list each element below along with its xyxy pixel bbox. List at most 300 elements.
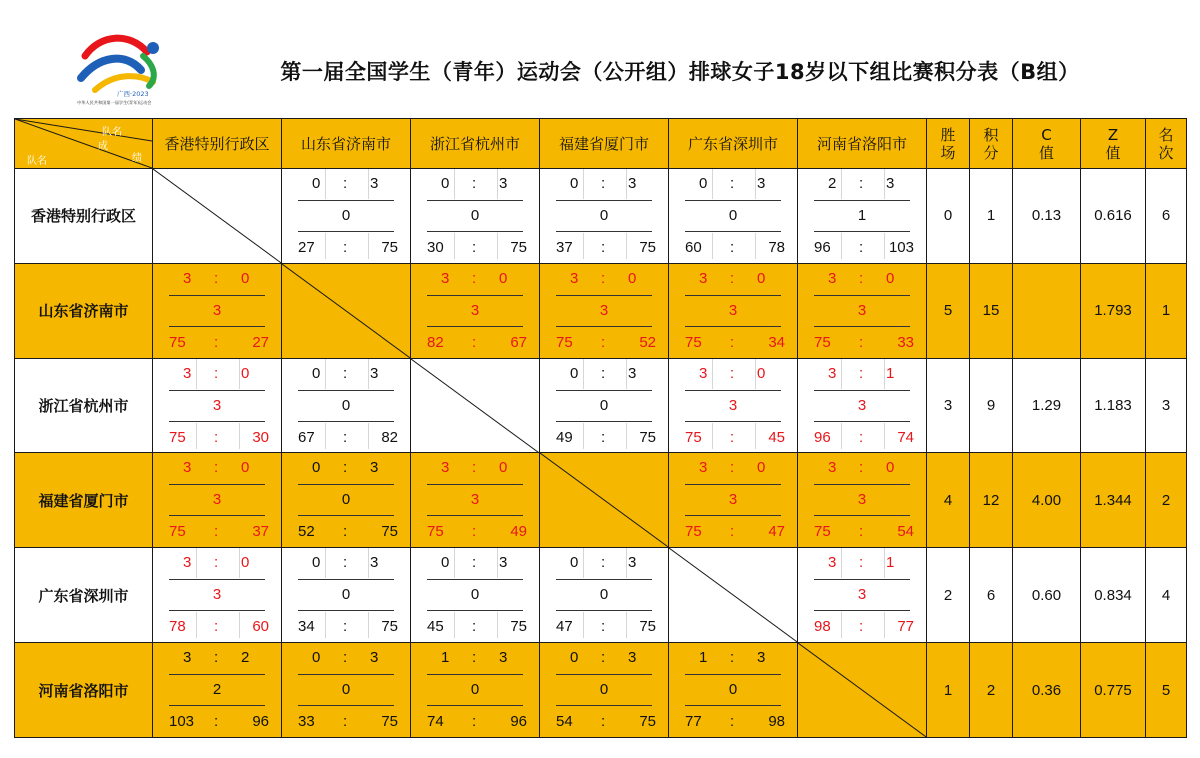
cell-rule	[427, 515, 523, 516]
page-title: 第一届全国学生（青年）运动会（公开组）排球女子18岁以下组比赛积分表（B组）	[280, 60, 1080, 84]
cell-rule	[169, 674, 265, 675]
stat-header-bottom: 分	[983, 143, 999, 162]
cell-divider	[841, 359, 842, 389]
rally-separator: :	[601, 239, 606, 256]
cell-divider	[841, 233, 842, 259]
rally-points-for: 47	[556, 618, 573, 636]
match-result	[282, 548, 410, 642]
cell-rule	[685, 390, 781, 391]
sets-won: 0	[570, 554, 579, 572]
rally-points-for: 75	[169, 333, 186, 351]
match-result	[798, 453, 926, 547]
match-result-cell	[798, 453, 927, 548]
rally-points-for: 37	[556, 239, 573, 256]
sets-lost: 0	[628, 269, 637, 287]
cell-rule	[169, 295, 265, 296]
diagonal-slash	[798, 643, 926, 737]
sets-won: 0	[699, 175, 708, 192]
cell-rule	[427, 705, 523, 706]
self-match-cell	[153, 169, 282, 264]
sets-won: 3	[828, 269, 837, 287]
cell-rule	[685, 231, 781, 232]
stat-z: 0.834	[1081, 548, 1146, 643]
rally-points-against: 98	[768, 713, 785, 731]
rally-points-against: 77	[897, 618, 914, 636]
header-row	[15, 119, 1187, 169]
sets-lost: 0	[241, 269, 250, 287]
cell-rule	[298, 200, 394, 201]
sets-separator: :	[730, 459, 735, 477]
cell-rule	[814, 295, 910, 296]
sets-won: 3	[699, 364, 708, 382]
column-header-team: 河南省洛阳市	[798, 119, 927, 169]
sets-separator: :	[859, 459, 864, 477]
diagonal-slash	[540, 453, 668, 547]
cell-rule	[298, 421, 394, 422]
rally-separator: :	[601, 618, 606, 636]
sets-won: 3	[183, 554, 192, 572]
cell-divider	[712, 359, 713, 389]
rally-points-against: 75	[510, 618, 527, 636]
match-points: 3	[212, 301, 222, 319]
stat-header-top: C	[1041, 125, 1052, 144]
rally-points-against: 75	[639, 618, 656, 636]
cell-divider	[755, 359, 756, 389]
rally-points-against: 75	[639, 713, 656, 731]
cell-rule	[685, 421, 781, 422]
cell-divider	[497, 612, 498, 638]
match-result-cell	[669, 358, 798, 453]
rally-separator: :	[214, 333, 219, 351]
sets-lost: 0	[241, 554, 250, 572]
stat-header-bottom: 次	[1158, 143, 1174, 162]
rally-points-against: 78	[768, 239, 785, 256]
sets-lost: 3	[757, 175, 766, 192]
stat-z: 0.775	[1081, 643, 1146, 738]
match-result	[540, 548, 668, 642]
cell-divider	[368, 548, 369, 578]
row-team-name: 香港特别行政区	[15, 169, 153, 264]
rally-points-against: 103	[888, 239, 914, 256]
table-row	[15, 358, 1187, 453]
sets-lost: 0	[886, 459, 895, 477]
cell-rule	[169, 610, 265, 611]
match-result	[669, 264, 797, 358]
row-team-name: 福建省厦门市	[15, 453, 153, 548]
match-result-cell	[798, 548, 927, 643]
rally-points-for: 78	[169, 618, 186, 636]
cell-divider	[325, 612, 326, 638]
match-points: 0	[599, 586, 609, 604]
rally-points-for: 49	[556, 428, 573, 446]
column-header-stat	[1013, 119, 1081, 169]
match-points: 1	[857, 207, 867, 224]
sets-won: 0	[570, 649, 579, 667]
stat-rank: 2	[1146, 453, 1187, 548]
rally-points-for: 75	[685, 428, 702, 446]
cell-rule	[427, 231, 523, 232]
match-points: 0	[728, 207, 738, 224]
sets-separator: :	[730, 364, 735, 382]
sets-won: 0	[312, 459, 321, 477]
match-points: 0	[599, 396, 609, 414]
cell-rule	[556, 674, 652, 675]
sets-lost: 1	[886, 364, 895, 382]
match-points: 0	[470, 586, 480, 604]
sets-separator: :	[343, 364, 348, 382]
cell-rule	[169, 390, 265, 391]
match-result-cell	[153, 263, 282, 358]
match-points: 0	[470, 207, 480, 224]
rally-points-against: 49	[510, 523, 527, 541]
sets-won: 3	[441, 269, 450, 287]
cell-divider	[712, 233, 713, 259]
games-logo-swoosh-icon	[55, 26, 190, 110]
cell-rule	[556, 231, 652, 232]
cell-rule	[169, 515, 265, 516]
cell-rule	[814, 231, 910, 232]
cell-divider	[454, 612, 455, 638]
rally-points-against: 75	[639, 239, 656, 256]
sets-separator: :	[730, 649, 735, 667]
match-result	[798, 169, 926, 263]
sets-lost: 3	[499, 554, 508, 572]
cell-rule	[814, 579, 910, 580]
rally-points-for: 96	[814, 239, 831, 256]
cell-divider	[884, 548, 885, 578]
rally-points-against: 45	[768, 428, 785, 446]
cell-divider	[712, 169, 713, 199]
rally-points-for: 34	[298, 618, 315, 636]
cell-divider	[755, 423, 756, 449]
cell-rule	[685, 515, 781, 516]
match-result	[153, 643, 281, 737]
stat-rank: 3	[1146, 358, 1187, 453]
match-result	[669, 359, 797, 453]
rally-separator: :	[472, 618, 477, 636]
stat-wins: 5	[927, 263, 970, 358]
rally-separator: :	[730, 713, 735, 731]
match-result-cell	[540, 643, 669, 738]
rally-points-for: 75	[556, 333, 573, 351]
sets-lost: 0	[499, 269, 508, 287]
cell-divider	[583, 359, 584, 389]
cell-divider	[368, 233, 369, 259]
match-points: 0	[341, 207, 351, 224]
sets-won: 0	[312, 175, 321, 192]
rally-separator: :	[472, 239, 477, 256]
rally-points-against: 30	[252, 428, 269, 446]
column-header-team: 福建省厦门市	[540, 119, 669, 169]
match-result	[411, 643, 539, 737]
rally-points-against: 33	[897, 333, 914, 351]
rally-separator: :	[730, 239, 735, 256]
stat-z: 0.616	[1081, 169, 1146, 264]
cell-rule	[556, 295, 652, 296]
rally-points-against: 54	[897, 523, 914, 541]
column-header-stat	[1081, 119, 1146, 169]
rally-points-for: 75	[685, 333, 702, 351]
cell-rule	[298, 484, 394, 485]
sets-separator: :	[601, 269, 606, 287]
rally-separator: :	[214, 618, 219, 636]
logo-caption-text: 中华人民共和国第一届学生(青年)运动会	[77, 100, 152, 105]
sets-won: 3	[183, 459, 192, 477]
rally-separator: :	[859, 428, 864, 446]
cell-divider	[626, 548, 627, 578]
match-points: 0	[341, 396, 351, 414]
match-points: 3	[470, 301, 480, 319]
match-points: 3	[728, 491, 738, 509]
sets-won: 0	[570, 175, 579, 192]
rally-points-against: 82	[381, 428, 398, 446]
match-result	[153, 453, 281, 547]
cell-divider	[583, 612, 584, 638]
rally-points-for: 75	[169, 428, 186, 446]
match-result	[282, 359, 410, 453]
corner-label-top: 队名	[102, 127, 122, 138]
match-result-cell	[669, 453, 798, 548]
cell-rule	[427, 326, 523, 327]
match-points: 0	[341, 491, 351, 509]
cell-divider	[884, 233, 885, 259]
match-result-cell	[153, 548, 282, 643]
rally-separator: :	[472, 523, 477, 541]
sets-lost: 3	[628, 175, 637, 192]
column-header-team: 山东省济南市	[282, 119, 411, 169]
rally-points-against: 27	[252, 333, 269, 351]
rally-points-against: 75	[639, 428, 656, 446]
cell-rule	[169, 484, 265, 485]
stat-rank: 5	[1146, 643, 1187, 738]
match-points: 3	[728, 301, 738, 319]
sets-won: 3	[441, 459, 450, 477]
sets-won: 3	[699, 459, 708, 477]
logo-year-text: 广西·2023	[117, 90, 149, 98]
match-result	[669, 643, 797, 737]
rally-points-for: 33	[298, 713, 315, 731]
cell-rule	[556, 579, 652, 580]
rally-points-for: 30	[427, 239, 444, 256]
sets-lost: 3	[370, 364, 379, 382]
sets-lost: 0	[499, 459, 508, 477]
cell-divider	[755, 233, 756, 259]
column-header-stat	[970, 119, 1013, 169]
sets-lost: 3	[886, 175, 895, 192]
cell-rule	[298, 231, 394, 232]
match-result	[282, 169, 410, 263]
diagonal-slash	[153, 169, 281, 263]
cell-rule	[427, 674, 523, 675]
match-result-cell	[411, 548, 540, 643]
row-team-name: 山东省济南市	[15, 263, 153, 358]
rally-points-for: 77	[685, 713, 702, 731]
cell-rule	[169, 421, 265, 422]
cell-rule	[814, 515, 910, 516]
sets-separator: :	[472, 554, 477, 572]
rally-separator: :	[214, 523, 219, 541]
match-points: 0	[599, 207, 609, 224]
cell-divider	[583, 423, 584, 449]
sets-won: 0	[312, 554, 321, 572]
cell-divider	[583, 233, 584, 259]
stat-c: 0.60	[1013, 548, 1081, 643]
rally-separator: :	[859, 618, 864, 636]
cell-divider	[497, 233, 498, 259]
column-header-stat	[927, 119, 970, 169]
stat-points: 15	[970, 263, 1013, 358]
sets-lost: 3	[628, 649, 637, 667]
rally-points-against: 47	[768, 523, 785, 541]
cell-rule	[685, 326, 781, 327]
self-match-cell	[669, 548, 798, 643]
match-result-cell	[669, 263, 798, 358]
stat-wins: 3	[927, 358, 970, 453]
sets-won: 2	[828, 175, 837, 192]
rally-separator: :	[343, 713, 348, 731]
table-row	[15, 169, 1187, 264]
rally-separator: :	[472, 713, 477, 731]
cell-divider	[325, 548, 326, 578]
sets-lost: 0	[757, 364, 766, 382]
cell-rule	[169, 579, 265, 580]
cell-rule	[685, 200, 781, 201]
cell-rule	[298, 390, 394, 391]
cell-divider	[712, 423, 713, 449]
table-row	[15, 453, 1187, 548]
match-result	[540, 169, 668, 263]
cell-divider	[325, 169, 326, 199]
rally-points-for: 75	[169, 523, 186, 541]
match-result-cell	[411, 169, 540, 264]
cell-divider	[196, 359, 197, 389]
match-result-cell	[411, 643, 540, 738]
match-result-cell	[669, 169, 798, 264]
match-points: 3	[212, 396, 222, 414]
sets-lost: 0	[241, 364, 250, 382]
rally-points-for: 75	[427, 523, 444, 541]
cell-rule	[556, 326, 652, 327]
sets-lost: 3	[628, 554, 637, 572]
stat-header-top: 胜	[940, 125, 956, 144]
cell-divider	[841, 169, 842, 199]
cell-divider	[755, 169, 756, 199]
match-points: 2	[212, 681, 222, 699]
sets-separator: :	[859, 364, 864, 382]
cell-rule	[685, 295, 781, 296]
cell-divider	[196, 423, 197, 449]
self-match-cell	[282, 263, 411, 358]
self-match-cell	[540, 453, 669, 548]
match-result	[411, 548, 539, 642]
match-result-cell	[540, 263, 669, 358]
match-result	[798, 548, 926, 642]
cell-divider	[884, 612, 885, 638]
sets-separator: :	[472, 269, 477, 287]
cell-rule	[685, 674, 781, 675]
cell-divider	[454, 169, 455, 199]
match-result-cell	[282, 169, 411, 264]
stat-c	[1013, 263, 1081, 358]
rally-points-for: 82	[427, 333, 444, 351]
standings-table	[14, 118, 1186, 738]
sets-won: 3	[183, 269, 192, 287]
match-result-cell	[153, 453, 282, 548]
match-points: 0	[341, 681, 351, 699]
rally-points-for: 27	[298, 239, 315, 256]
sets-lost: 3	[499, 649, 508, 667]
stat-header-bottom: 值	[1105, 143, 1121, 162]
row-team-name: 河南省洛阳市	[15, 643, 153, 738]
stat-c: 0.13	[1013, 169, 1081, 264]
match-points: 3	[857, 586, 867, 604]
cell-divider	[626, 169, 627, 199]
rally-separator: :	[730, 333, 735, 351]
sets-separator: :	[859, 175, 864, 192]
sets-separator: :	[472, 459, 477, 477]
column-header-team: 广东省深圳市	[669, 119, 798, 169]
cell-rule	[427, 200, 523, 201]
cell-rule	[685, 705, 781, 706]
sets-won: 3	[183, 364, 192, 382]
rally-points-against: 34	[768, 333, 785, 351]
cell-rule	[814, 421, 910, 422]
row-team-name: 广东省深圳市	[15, 548, 153, 643]
cell-rule	[556, 390, 652, 391]
sets-lost: 3	[628, 364, 637, 382]
cell-rule	[298, 674, 394, 675]
stat-header-top: 积	[983, 125, 999, 144]
sets-separator: :	[214, 554, 219, 572]
match-points: 3	[857, 491, 867, 509]
cell-divider	[841, 548, 842, 578]
sets-separator: :	[343, 175, 348, 192]
cell-divider	[239, 612, 240, 638]
sets-separator: :	[601, 175, 606, 192]
sets-lost: 2	[241, 649, 250, 667]
cell-divider	[368, 423, 369, 449]
sets-won: 1	[441, 649, 450, 667]
cell-divider	[239, 359, 240, 389]
row-team-name: 浙江省杭州市	[15, 358, 153, 453]
sets-won: 0	[570, 364, 579, 382]
cell-divider	[368, 169, 369, 199]
match-result-cell	[798, 169, 927, 264]
match-points: 3	[212, 491, 222, 509]
rally-separator: :	[472, 333, 477, 351]
stat-header-top: 名	[1158, 125, 1174, 144]
match-result	[282, 643, 410, 737]
match-points: 0	[341, 586, 351, 604]
sets-lost: 0	[757, 269, 766, 287]
sets-lost: 3	[757, 649, 766, 667]
rally-points-for: 45	[427, 618, 444, 636]
cell-rule	[556, 705, 652, 706]
match-result-cell	[282, 358, 411, 453]
match-points: 3	[212, 586, 222, 604]
cell-divider	[841, 612, 842, 638]
match-result-cell	[282, 453, 411, 548]
match-result-cell	[540, 358, 669, 453]
cell-rule	[298, 579, 394, 580]
rally-separator: :	[214, 713, 219, 731]
stat-points: 9	[970, 358, 1013, 453]
stat-wins: 0	[927, 169, 970, 264]
cell-rule	[685, 484, 781, 485]
sets-lost: 0	[757, 459, 766, 477]
sets-separator: :	[343, 459, 348, 477]
sets-separator: :	[343, 649, 348, 667]
